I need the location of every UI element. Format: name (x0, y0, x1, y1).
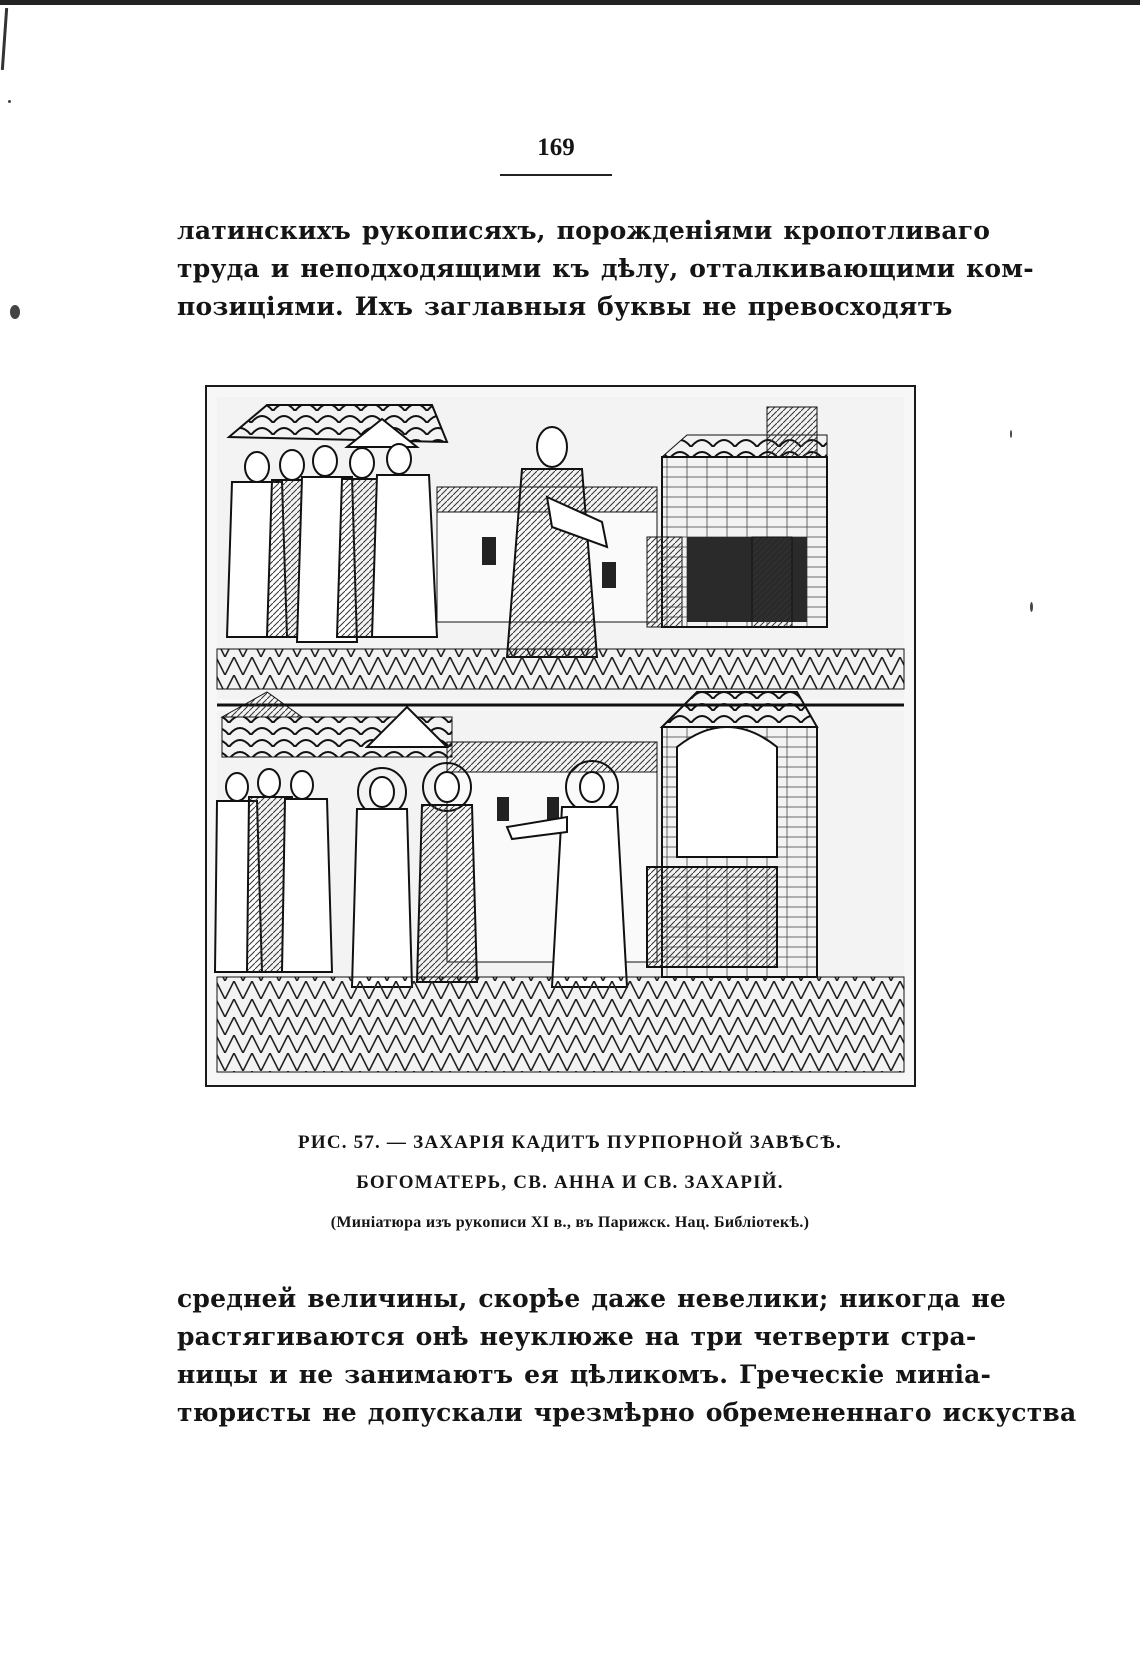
scan-speck (10, 305, 20, 319)
text-line: средней величины, скорѣе даже невелики; никогда не (177, 1284, 1006, 1313)
paragraph-top (177, 212, 1034, 326)
page-number-rule (500, 174, 612, 176)
scan-speck (8, 100, 11, 103)
scan-left-mark (1, 8, 8, 70)
text-line: позиціями. Ихъ заглавныя буквы не превосходятъ (177, 292, 953, 321)
text-line: растягиваются онѣ неуклюже на три четверти стра- (177, 1322, 977, 1351)
upper-scene (217, 397, 904, 699)
paragraph-bottom (177, 1280, 1077, 1432)
scan-top-edge (0, 0, 1140, 5)
scan-speck (1030, 602, 1033, 612)
text-line: тюристы не допускали чрезмѣрно обремененнаго искуства (177, 1398, 1077, 1427)
lower-scene (215, 692, 904, 1075)
text-line: латинскихъ рукописяхъ, порожденіями кропотливаго (177, 216, 991, 245)
figure-caption-source: (Миніатюра изъ рукописи XI в., въ Парижск. Нац. Библіотекѣ.) (330, 1214, 810, 1231)
figure-caption-subtitle: БОГОМАТЕРЬ, СВ. АННА И СВ. ЗАХАРІЙ. (356, 1172, 784, 1193)
text-line: труда и неподходящими къ дѣлу, отталкивающими ком- (177, 254, 1034, 283)
text-line: ницы и не занимаютъ ея цѣликомъ. Греческіе миніа- (177, 1360, 992, 1389)
scan-speck (1010, 430, 1012, 438)
page-number: 169 (537, 134, 575, 161)
figure-caption-title: РИС. 57. — ЗАХАРІЯ КАДИТЪ ПУРПОРНОЙ ЗАВѢСѢ. (298, 1132, 842, 1153)
miniature-illustration (205, 385, 916, 1087)
